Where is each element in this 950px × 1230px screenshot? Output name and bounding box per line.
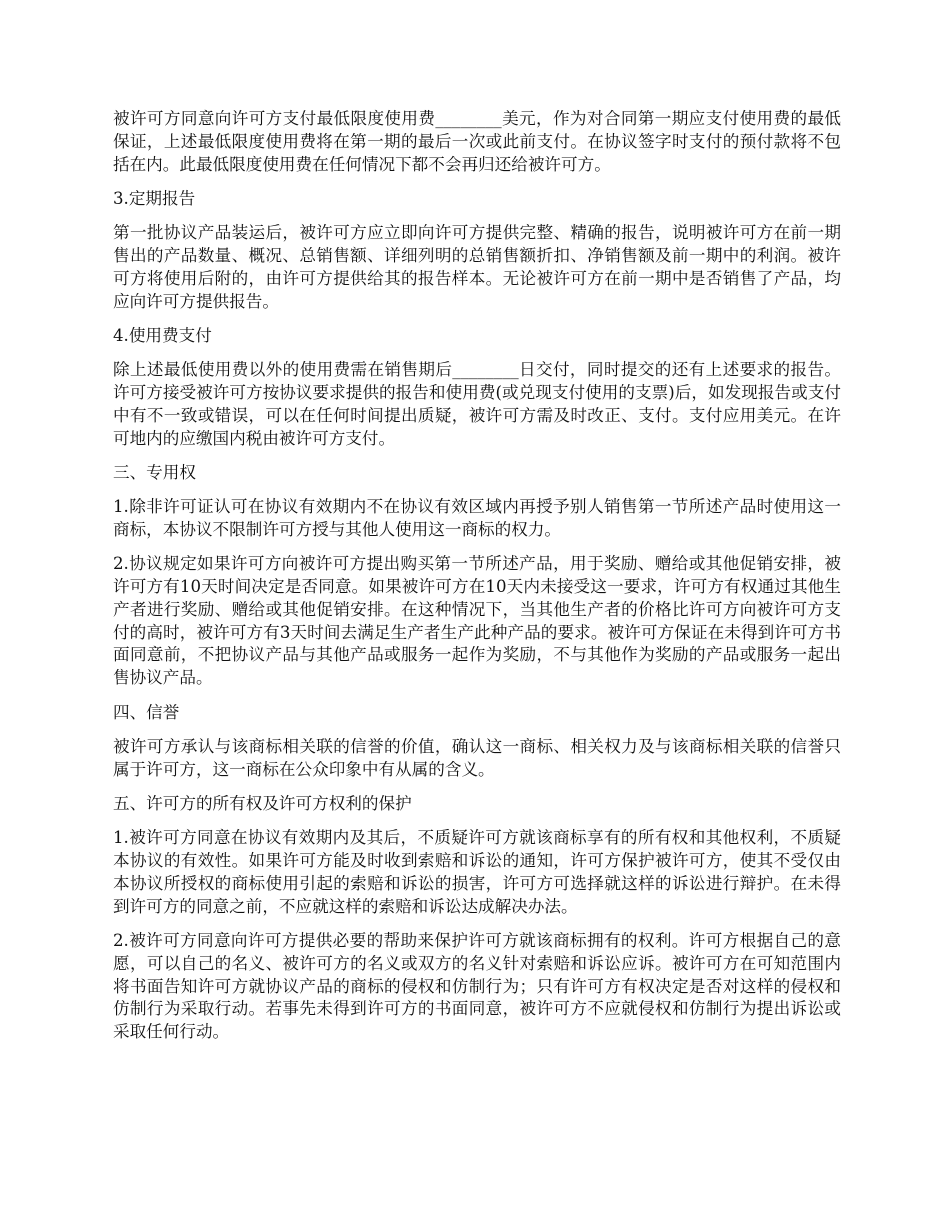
- paragraph-minimum-royalty: 被许可方同意向许可方支付最低限度使用费________美元，作为对合同第一期应支付使用费的最低保证，上述最低限度使用费将在第一期的最后一次或此前支付。在协议签字时支付的预付款将不包括在内。此最低限度使用费在任何情况下都不会再归还给被许可方。: [113, 109, 841, 174]
- heading-periodic-report: 3.定期报告: [113, 188, 196, 208]
- document-page: [113, 108, 841, 1055]
- heading-goodwill: 四、信誉: [113, 702, 180, 722]
- paragraph-goodwill: 被许可方承认与该商标相关联的信誉的价值，确认这一商标、相关权力及与该商标相关联的信誉只属于许可方，这一商标在公众印象中有从属的含义。: [113, 736, 841, 779]
- heading-exclusive-rights: 三、专用权: [113, 462, 196, 482]
- paragraph-ownership-protection-2: 2.被许可方同意向许可方提供必要的帮助来保护许可方就该商标拥有的权利。许可方根据自己的意愿，可以自己的名义、被许可方的名义或双方的名义针对索赔和诉讼应诉。被许可方在可知范围内将书面告知许可方就协议产品的商标的侵权和仿制行为；只有许可方有权决定是否对这样的侵权和仿制行为采取行动。若事先未得到许可方的书面同意，被许可方不应就侵权和仿制行为提出诉讼或采取任何行动。: [113, 930, 841, 1042]
- paragraph-ownership-protection-1: 1.被许可方同意在协议有效期内及其后，不质疑许可方就该商标享有的所有权和其他权利，不质疑本协议的有效性。如果许可方能及时收到索赔和诉讼的通知，许可方保护被许可方，使其不受仅由本协议所授权的商标使用引起的索赔和诉讼的损害，许可方可选择就这样的诉讼进行辩护。在未得到许可方的同意之前，不应就这样的索赔和诉讼达成解决办法。: [113, 828, 841, 916]
- paragraph-exclusive-rights-1: 1.除非许可证认可在协议有效期内不在协议有效区域内再授予别人销售第一节所述产品时使用这一商标，本协议不限制许可方授与其他人使用这一商标的权力。: [113, 497, 841, 539]
- paragraph-exclusive-rights-2: 2.协议规定如果许可方向被许可方提出购买第一节所述产品，用于奖励、赠给或其他促销安排，被许可方有10天时间决定是否同意。如果被许可方在10天内未接受这一要求，许可方有权通过其他生产者进行奖励、赠给或其他促销安排。在这种情况下，当其他生产者的价格比许可方向被许可方支付的高时，被许可方有3天时间去满足生产者生产此种产品的要求。被许可方保证在未得到许可方书面同意前，不把协议产品与其他产品或服务一起作为奖励，不与其他作为奖励的产品或服务一起出售协议产品。: [113, 554, 841, 688]
- heading-royalty-payment: 4.使用费支付: [113, 325, 212, 345]
- paragraph-royalty-payment: 除上述最低使用费以外的使用费需在销售期后________日交付，同时提交的还有上述要求的报告。许可方接受被许可方按协议要求提供的报告和使用费(或兑现支付使用的支票)后，如发现报告或支付中有不一致或错误，可以在任何时间提出质疑，被许可方需及时改正、支付。支付应用美元。在许可地内的应缴国内税由被许可方支付。: [113, 360, 841, 448]
- paragraph-periodic-report: 第一批协议产品装运后，被许可方应立即向许可方提供完整、精确的报告，说明被许可方在前一期售出的产品数量、概况、总销售额、详细列明的总销售额折扣、净销售额及前一期中的利润。被许可方将使用后附的，由许可方提供给其的报告样本。无论被许可方在前一期中是否销售了产品，均应向许可方提供报告。: [113, 223, 841, 311]
- heading-ownership-protection: 五、许可方的所有权及许可方权利的保护: [113, 793, 412, 813]
